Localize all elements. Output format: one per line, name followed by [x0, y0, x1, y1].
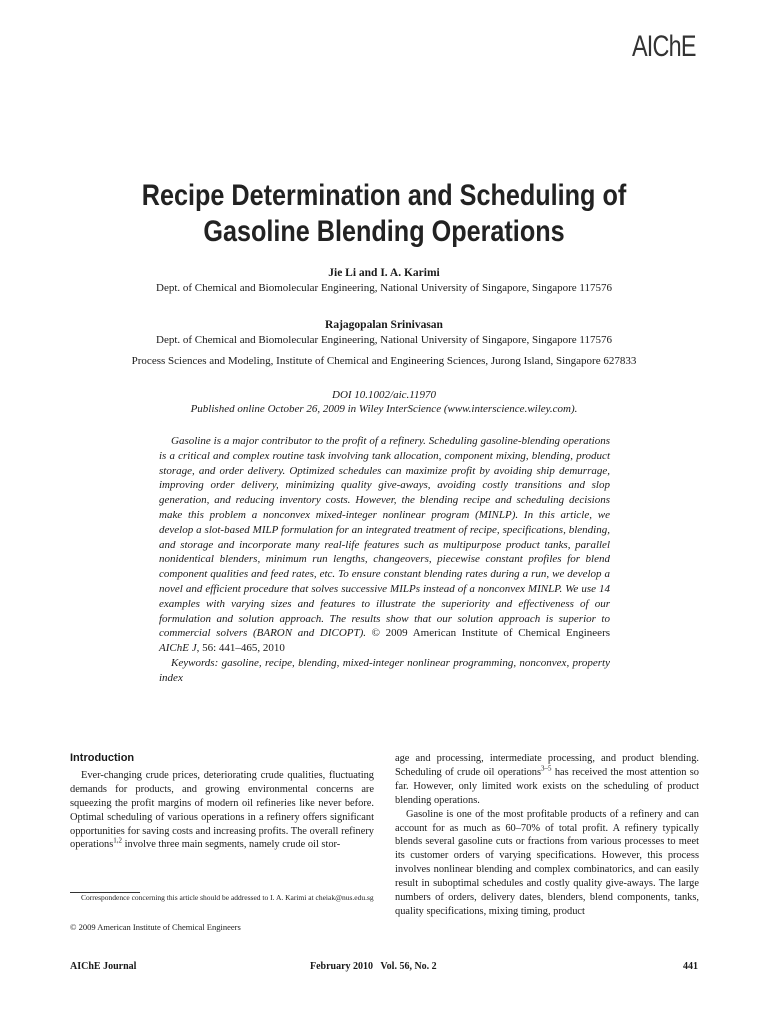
journal-logo: AIChE — [632, 30, 696, 63]
text: has received the most attention so far. However, only limited work exists on the scheduling of product blending operations. — [395, 766, 700, 806]
abstract-copyright: © 2009 American Institute of Chemical Engineers — [366, 627, 611, 640]
page-number: 441 — [683, 961, 698, 972]
author-names: Jie Li and I. A. Karimi — [328, 267, 440, 279]
citation: , 56: 441–465, 2010 — [196, 642, 285, 655]
paper-title — [0, 178, 768, 250]
author-affiliation-2: Process Sciences and Modeling, Institute of Chemical and Engineering Sciences, Jurong Island, Singapore 627833 — [131, 355, 637, 367]
author-affiliation: Dept. of Chemical and Biomolecular Engineering, National University of Singapore, Singapore 117576 — [156, 334, 612, 346]
author-group-1 — [0, 266, 768, 296]
keywords: Keywords: gasoline, recipe, blending, mixed-integer nonlinear programming, nonconvex, property index — [159, 656, 610, 684]
abstract-text — [159, 434, 610, 656]
author-affiliation: Dept. of Chemical and Biomolecular Engineering, National University of Singapore, Singapore 117576 — [156, 282, 612, 294]
paragraph — [70, 769, 374, 852]
citation-ref: 1,2 — [113, 836, 123, 845]
copyright-footnote: © 2009 American Institute of Chemical Engineers — [70, 922, 241, 932]
text: involve three main segments, namely crude oil stor- — [122, 839, 341, 851]
section-heading: Introduction — [70, 752, 135, 764]
publication-info — [0, 388, 768, 416]
text: Ever-changing crude prices, deteriorating crude qualities, fluctuating demands for products, and growing environmental concerns are squeezing the profit margins of modern oil refineries like never before. Optimal scheduling of various operations in a refinery offers significant opportunities for saving costs and increasing profits. The overall refinery operations — [70, 769, 374, 851]
published-online: Published online October 26, 2009 in Wiley InterScience (www.interscience.wiley.com). — [190, 403, 578, 415]
paragraph: Gasoline is one of the most profitable products of a refinery and can account for as much as 60–70% of total profit. A refinery typically blends several gasoline cuts or fractions from various processes to meet its customer orders of varying specifications. However, this process involves nonlinear blending and complex combinatorics, and can easily result in suboptimal schedules and costly quality give-aways. The large numbers of orders, delivery dates, blenders, blend components, tanks, quality specifications, mixing timing, product — [395, 808, 699, 917]
title-line-2: Gasoline Blending Operations — [203, 215, 565, 248]
author-group-2 — [0, 318, 768, 369]
abstract-body: Gasoline is a major contributor to the profit of a refinery. Scheduling gasoline-blending operations is a critical and complex routine task involving tank allocation, component mixing, blending, product storage, and order delivery. Optimized schedules can maximize profit by avoiding ship demurrage, improving order delivery, minimizing quality give-aways, avoiding costly transitions and slop generation, and reducing inventory costs. However, the blending recipe and scheduling decisions make this problem a nonconvex mixed-integer nonlinear program (MINLP). In this article, we develop a slot-based MILP formulation for an integrated treatment of recipe, specifications, blending, and storage and incorporate many real-life features such as multipurpose product tanks, parallel nonidentical blenders, minimum run lengths, changeovers, piecewise constant profiles for blend component qualities and feed rates, etc. To ensure constant blending rates during a run, we develop a novel and efficient procedure that solves successive MILPs instead of a nonconvex MINLP. We use 14 examples with varying sizes and features to illustrate the superiority and effectiveness of our formulation and solution approach. The results show that our solution approach is superior to commercial solvers (BARON and DICOPT). — [159, 435, 610, 640]
journal-ref: AIChE J — [159, 642, 197, 655]
title-line-1: Recipe Determination and Scheduling of — [141, 179, 627, 212]
doi: DOI 10.1002/aic.11970 — [332, 389, 436, 401]
left-column — [70, 752, 374, 852]
footer-journal: AIChE Journal — [70, 961, 137, 972]
right-column — [395, 752, 699, 919]
correspondence-footnote — [70, 893, 374, 903]
abstract — [159, 434, 610, 686]
paragraph — [395, 752, 699, 808]
text: Correspondence concerning this article should be addressed to I. A. Karimi at cheiak@nus.edu.sg — [81, 893, 374, 902]
text: age and processing, intermediate processing, and product blending. Scheduling of crude oil operations — [395, 753, 699, 778]
author-names: Rajagopalan Srinivasan — [325, 319, 443, 331]
citation-ref: 3–5 — [541, 764, 552, 773]
footer-issue: February 2010 Vol. 56, No. 2 — [310, 961, 437, 972]
